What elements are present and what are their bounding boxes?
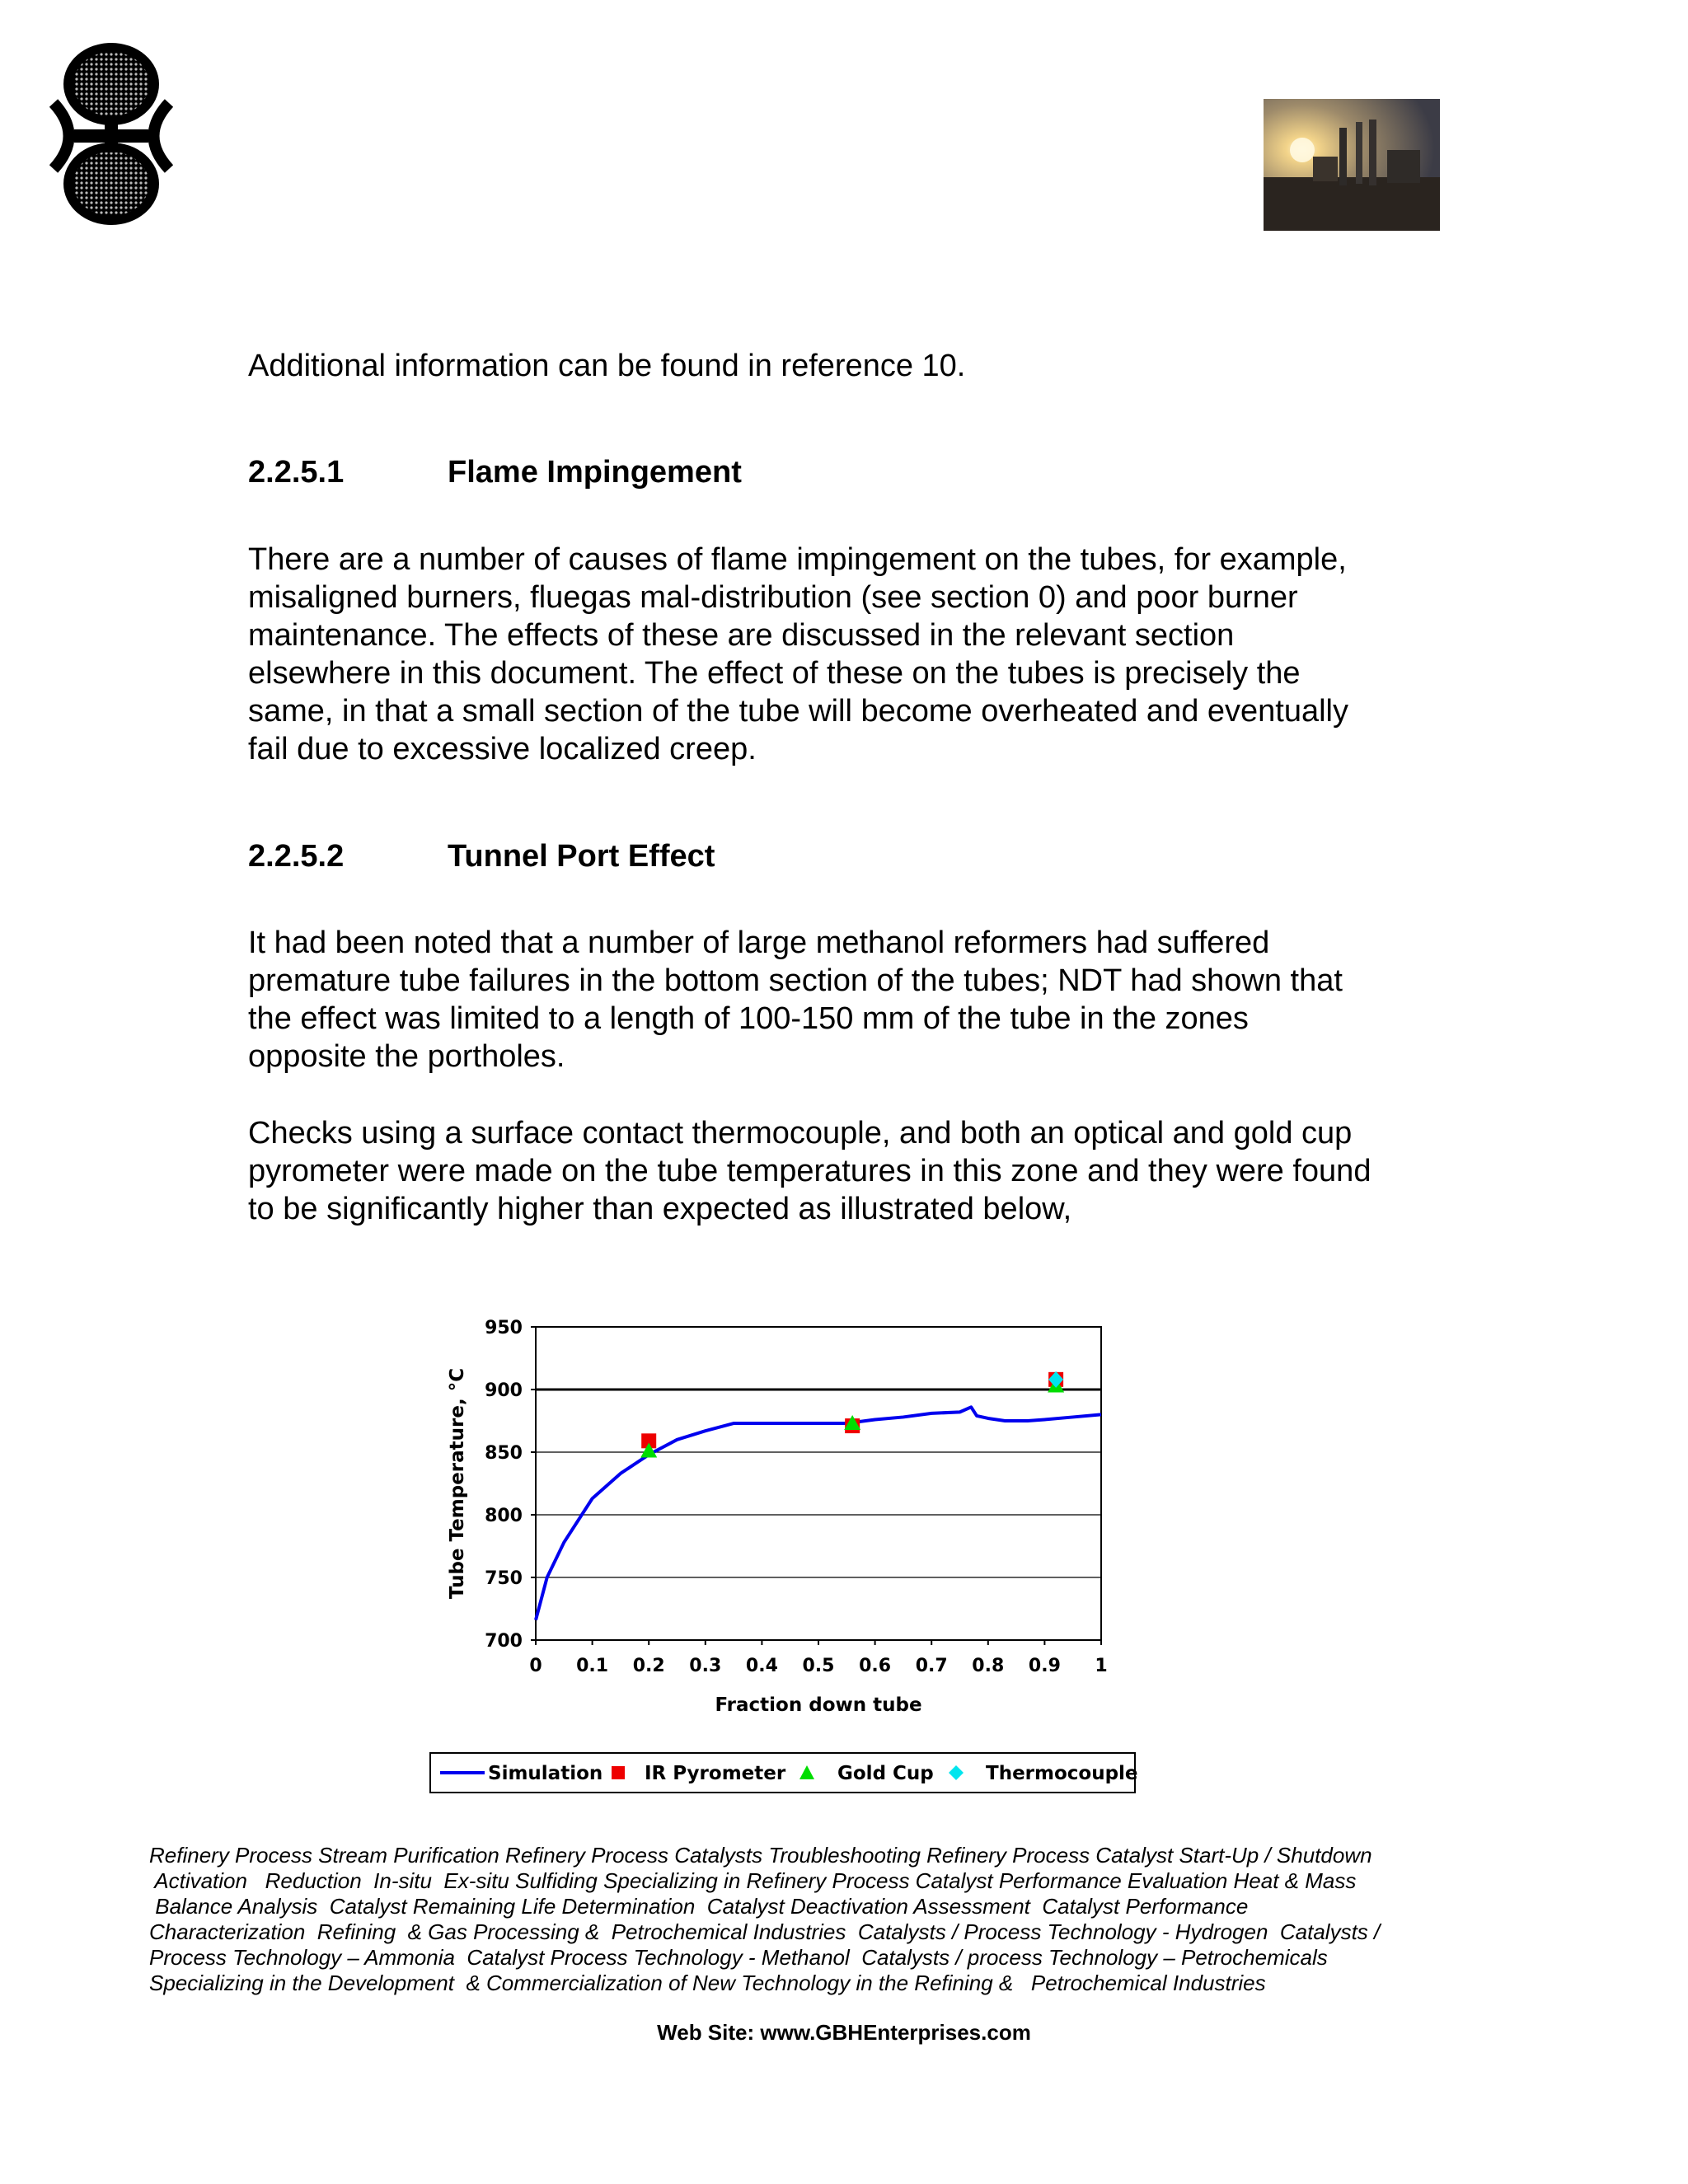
footer-line: Refinery Process Stream Purification Refinery Process Catalysts Troubleshooting Refinery Process Catalyst Start-Up / Shutdown (149, 1843, 1372, 1868)
refinery-photo (1264, 99, 1440, 231)
y-tick-label: 900 (485, 1380, 523, 1401)
flame-line: same, in that a small section of the tube will become overheated and eventually (248, 694, 1348, 729)
tunnel-line: Checks using a surface contact thermocouple, and both an optical and gold cup (248, 1116, 1353, 1151)
footer-line: Activation Reduction In-situ Ex-situ Sulfiding Specializing in Refinery Process Catalyst Performance Evaluation Heat & Mass (149, 1868, 1357, 1893)
y-tick-label: 850 (485, 1443, 523, 1464)
y-axis-title: Tube Temperature, °C (447, 1367, 468, 1600)
section-title-tunnel: Tunnel Port Effect (448, 839, 715, 874)
y-tick-label: 700 (485, 1631, 523, 1652)
x-tick-label: 0.2 (632, 1656, 665, 1676)
tunnel-line: to be significantly higher than expected as illustrated below, (248, 1192, 1072, 1226)
x-tick-label: 0.9 (1028, 1656, 1061, 1676)
legend-label: Simulation (488, 1763, 603, 1784)
flame-line: maintenance. The effects of these are discussed in the relevant section (248, 618, 1235, 653)
tunnel-line: premature tube failures in the bottom section of the tubes; NDT had shown that (248, 963, 1343, 998)
y-tick-label: 950 (485, 1318, 523, 1338)
flame-line: fail due to excessive localized creep. (248, 732, 757, 766)
flame-line: elsewhere in this document. The effect of these on the tubes is precisely the (248, 656, 1301, 691)
footer-line: Process Technology – Ammonia Catalyst Process Technology - Methanol Catalysts / process Technology – Petrochemicals (149, 1945, 1328, 1970)
tunnel-paragraph-1 (248, 924, 1343, 1076)
section-title-flame: Flame Impingement (448, 455, 742, 490)
x-tick-label: 1 (1095, 1656, 1108, 1676)
legend-label: IR Pyrometer (645, 1763, 786, 1784)
company-logo (49, 37, 173, 235)
x-tick-label: 0.5 (802, 1656, 835, 1676)
x-axis-title: Fraction down tube (715, 1694, 922, 1716)
legend-label: Thermocouple (986, 1763, 1138, 1784)
footer-line: Characterization Refining & Gas Processing & Petrochemical Industries Catalysts / Process Technology - Hydrogen Catalysts / (149, 1919, 1381, 1944)
x-tick-label: 0.1 (576, 1656, 609, 1676)
tunnel-paragraph-2 (248, 1114, 1371, 1228)
y-tick-label: 750 (485, 1568, 523, 1589)
tunnel-line: It had been noted that a number of large methanol reformers had suffered (248, 926, 1270, 960)
legend-label: Gold Cup (837, 1763, 934, 1784)
y-tick-label: 800 (485, 1506, 523, 1526)
tunnel-line: the effect was limited to a length of 100-150 mm of the tube in the zones (248, 1001, 1249, 1036)
footer-line: Specializing in the Development & Commercialization of New Technology in the Refining & Petrochemical Industries (149, 1971, 1266, 1995)
x-tick-label: 0.6 (859, 1656, 892, 1676)
footer-line: Balance Analysis Catalyst Remaining Life Determination Catalyst Deactivation Assessment Catalyst Performance (149, 1894, 1249, 1919)
x-tick-label: 0 (529, 1656, 542, 1676)
footer-website: Web Site: www.GBHEnterprises.com (657, 2020, 1031, 2045)
legend-square-icon (612, 1766, 625, 1779)
x-tick-label: 0.7 (915, 1656, 948, 1676)
tunnel-line: opposite the portholes. (248, 1039, 565, 1074)
plot-area (536, 1327, 1101, 1640)
flame-line: There are a number of causes of flame impingement on the tubes, for example, (248, 542, 1347, 577)
footer-services (149, 1843, 1380, 1996)
flame-paragraph (248, 541, 1348, 768)
flame-line: misaligned burners, fluegas mal-distribution (see section 0) and poor burner (248, 580, 1298, 615)
tunnel-line: pyrometer were made on the tube temperatures in this zone and they were found (248, 1154, 1372, 1188)
section-number-tunnel: 2.2.5.2 (248, 839, 345, 874)
tube-temperature-chart (429, 1302, 1154, 1797)
gbh-logo-icon (49, 37, 173, 235)
x-tick-label: 0.4 (745, 1656, 778, 1676)
x-tick-label: 0.8 (972, 1656, 1005, 1676)
intro-paragraph: Additional information can be found in reference 10. (248, 349, 966, 383)
x-tick-label: 0.3 (689, 1656, 722, 1676)
section-number-flame: 2.2.5.1 (248, 455, 345, 490)
